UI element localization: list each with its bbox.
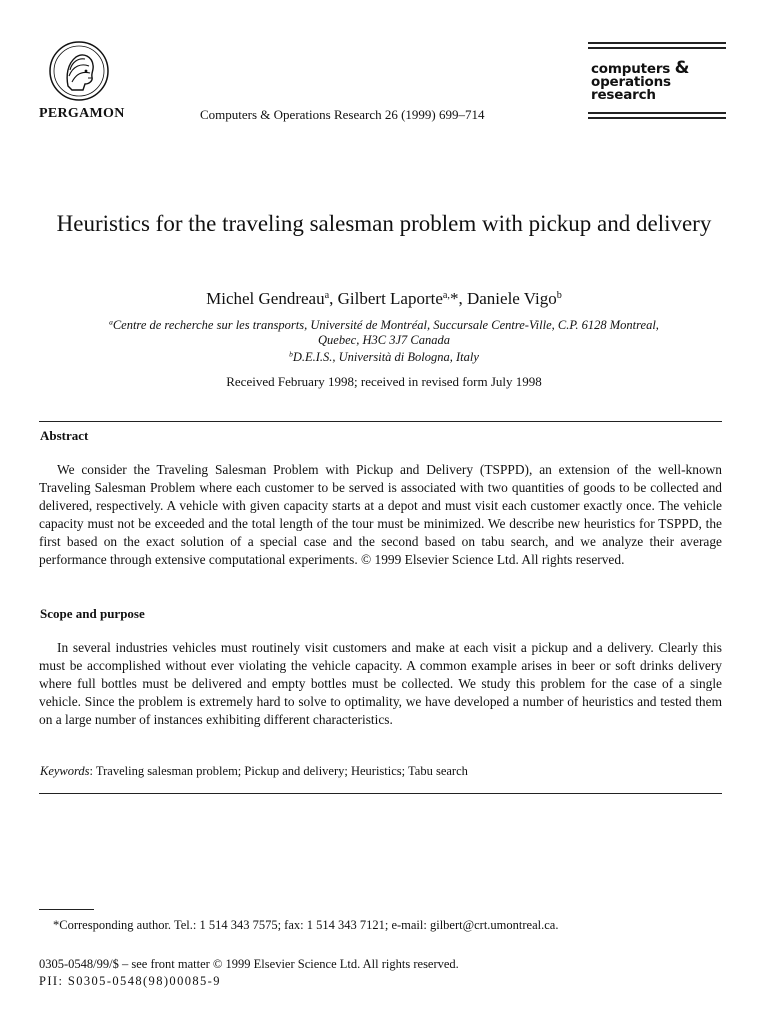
abstract-heading: Abstract: [40, 428, 89, 443]
corresponding-mark: *: [449, 289, 459, 308]
journal-reference: Computers & Operations Research 26 (1999) 699–714: [200, 107, 485, 122]
affiliation-a: $^a$Centre de recherche sur les transports, Université de Montréal, Succursale Centre-Ville, C.P. 6128 Montreal, Quebec, H3C 3J7 Canada: [109, 317, 659, 347]
corresponding-author-footnote: *Corresponding author. Tel.: 1 514 343 7575; fax: 1 514 343 7121; e-mail: gilbert@crt.umontreal.ca.: [53, 918, 559, 932]
author-affiliation-mark: b: [556, 289, 562, 301]
pii-line: PII: S0305-0548(98)00085-9: [39, 974, 221, 988]
keywords-text: Traveling salesman problem; Pickup and delivery; Heuristics; Tabu search: [95, 764, 468, 778]
footnote-rule: [39, 909, 94, 910]
author-name: Daniele Vigo: [466, 289, 557, 308]
journal-logo-wordmark: computers & operations research: [591, 58, 690, 103]
author-affiliation-mark: a,: [442, 289, 450, 301]
journal-logo-rule: [588, 42, 726, 44]
copyright-line: 0305-0548/99/$ – see front matter © 1999 Elsevier Science Ltd. All rights reserved.: [39, 957, 459, 971]
received-dates: Received February 1998; received in revised form July 1998: [226, 374, 542, 389]
divider: [39, 421, 722, 422]
author-affiliation-mark: a: [324, 289, 330, 301]
publisher-name: PERGAMON: [39, 106, 125, 121]
author-list: Michel Gendreau$^a$, Gilbert Laporte$^{a,}$*, Daniele Vigo$^b$: [206, 289, 562, 308]
journal-logo-rule: [588, 47, 726, 49]
author-name: Gilbert Laporte: [337, 289, 443, 308]
abstract-text: We consider the Traveling Salesman Problem with Pickup and Delivery (TSPPD), an extension of the well-known Traveling Salesman Problem where each customer to be served is associated with two quantities of goods to be collected and delivered, respectively. A vehicle with given capacity starts at a depot and must visit each customer exactly once. The vehicle capacity must not be exceeded and the total length of the tour must be minimized. We describe new heuristics for TSPPD, the first based on the exact solution of a special case and the second based on tabu search, and we analyze their average performance through extensive computational experiments. © 1999 Elsevier Science Ltd. All rights reserved.: [39, 462, 722, 567]
scope-text: In several industries vehicles must routinely visit customers and make at each visit a pickup and a delivery. Clearly this must be accomplished without ever violating the vehicle capacity. A common example arises in beer or soft drinks delivery where full bottles must be delivered and empty bottles must be collected. We study this problem for the case of a single vehicle. Since the problem is extremely hard to solve to optimality, we have developed a number of heuristics and tested them on a large number of instances exhibiting different characteristics.: [39, 640, 722, 727]
pergamon-head-emblem-icon: [48, 40, 110, 102]
divider: [39, 793, 722, 794]
author-name: Michel Gendreau: [206, 289, 325, 308]
journal-logo-rule: [588, 112, 726, 114]
scope-heading: Scope and purpose: [40, 606, 145, 621]
keywords-label: Keywords: [40, 764, 90, 778]
affiliation-b: $^b$D.E.I.S., Università di Bologna, Italy: [289, 349, 479, 364]
keywords: Keywords: Traveling salesman problem; Pickup and delivery; Heuristics; Tabu search: [40, 764, 468, 778]
article-title: Heuristics for the traveling salesman problem with pickup and delivery: [56, 211, 712, 236]
journal-logo: [588, 42, 726, 120]
journal-logo-rule: [588, 117, 726, 119]
pergamon-logo: [48, 40, 110, 102]
